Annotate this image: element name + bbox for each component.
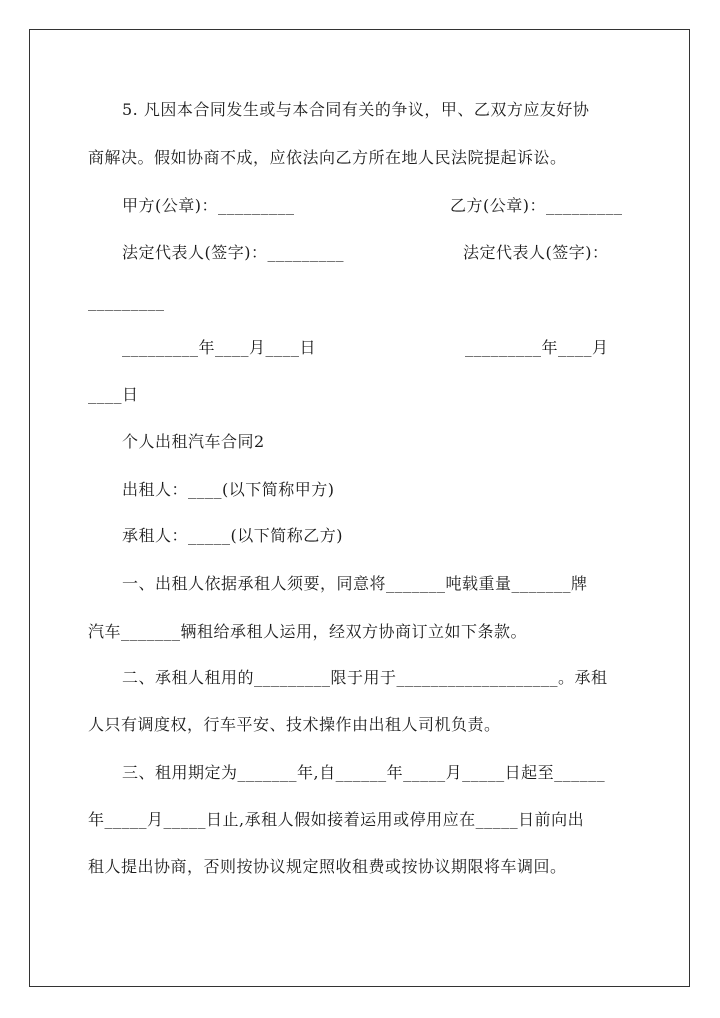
lessor-line: 出租人：____(以下简称甲方): [122, 480, 335, 499]
page-border: [29, 29, 690, 987]
item-2-line-2: 人只有调度权，行车平安、技术操作由出租人司机负责。: [88, 715, 501, 734]
party-b-date-line-2: ____日: [88, 385, 139, 404]
party-a-date: _________年____月____日: [122, 338, 317, 357]
party-a-seal: 甲方(公章)：_________: [122, 196, 295, 215]
item-2-line-1: 二、承租人租用的_________限于用于___________________。承租: [122, 668, 608, 687]
party-b-representative-blank: _________: [88, 292, 165, 311]
contract-2-title: 个人出租汽车合同2: [122, 432, 265, 451]
party-a-representative: 法定代表人(签字)：_________: [122, 243, 344, 262]
clause-5-line-1: 5. 凡因本合同发生或与本合同有关的争议，甲、乙双方应友好协: [122, 100, 590, 119]
item-1-line-2: 汽车_______辆租给承租人运用，经双方协商订立如下条款。: [88, 622, 528, 641]
party-b-seal: 乙方(公章)：_________: [450, 196, 623, 215]
item-3-line-1: 三、租用期定为_______年,自______年_____月_____日起至______: [122, 763, 606, 782]
item-3-line-2: 年_____月_____日止,承租人假如接着运用或停用应在_____日前向出: [88, 810, 585, 829]
party-b-representative: 法定代表人(签字)：: [463, 243, 609, 262]
clause-5-line-2: 商解决。假如协商不成，应依法向乙方所在地人民法院提起诉讼。: [88, 148, 567, 167]
item-3-line-3: 租人提出协商，否则按协议规定照收租费或按协议期限将车调回。: [88, 857, 567, 876]
lessee-line: 承租人：_____(以下简称乙方): [122, 526, 343, 545]
item-1-line-1: 一、出租人依据承租人须要，同意将_______吨载重量_______牌: [122, 574, 588, 593]
party-b-date-line-1: _________年____月: [465, 338, 609, 357]
